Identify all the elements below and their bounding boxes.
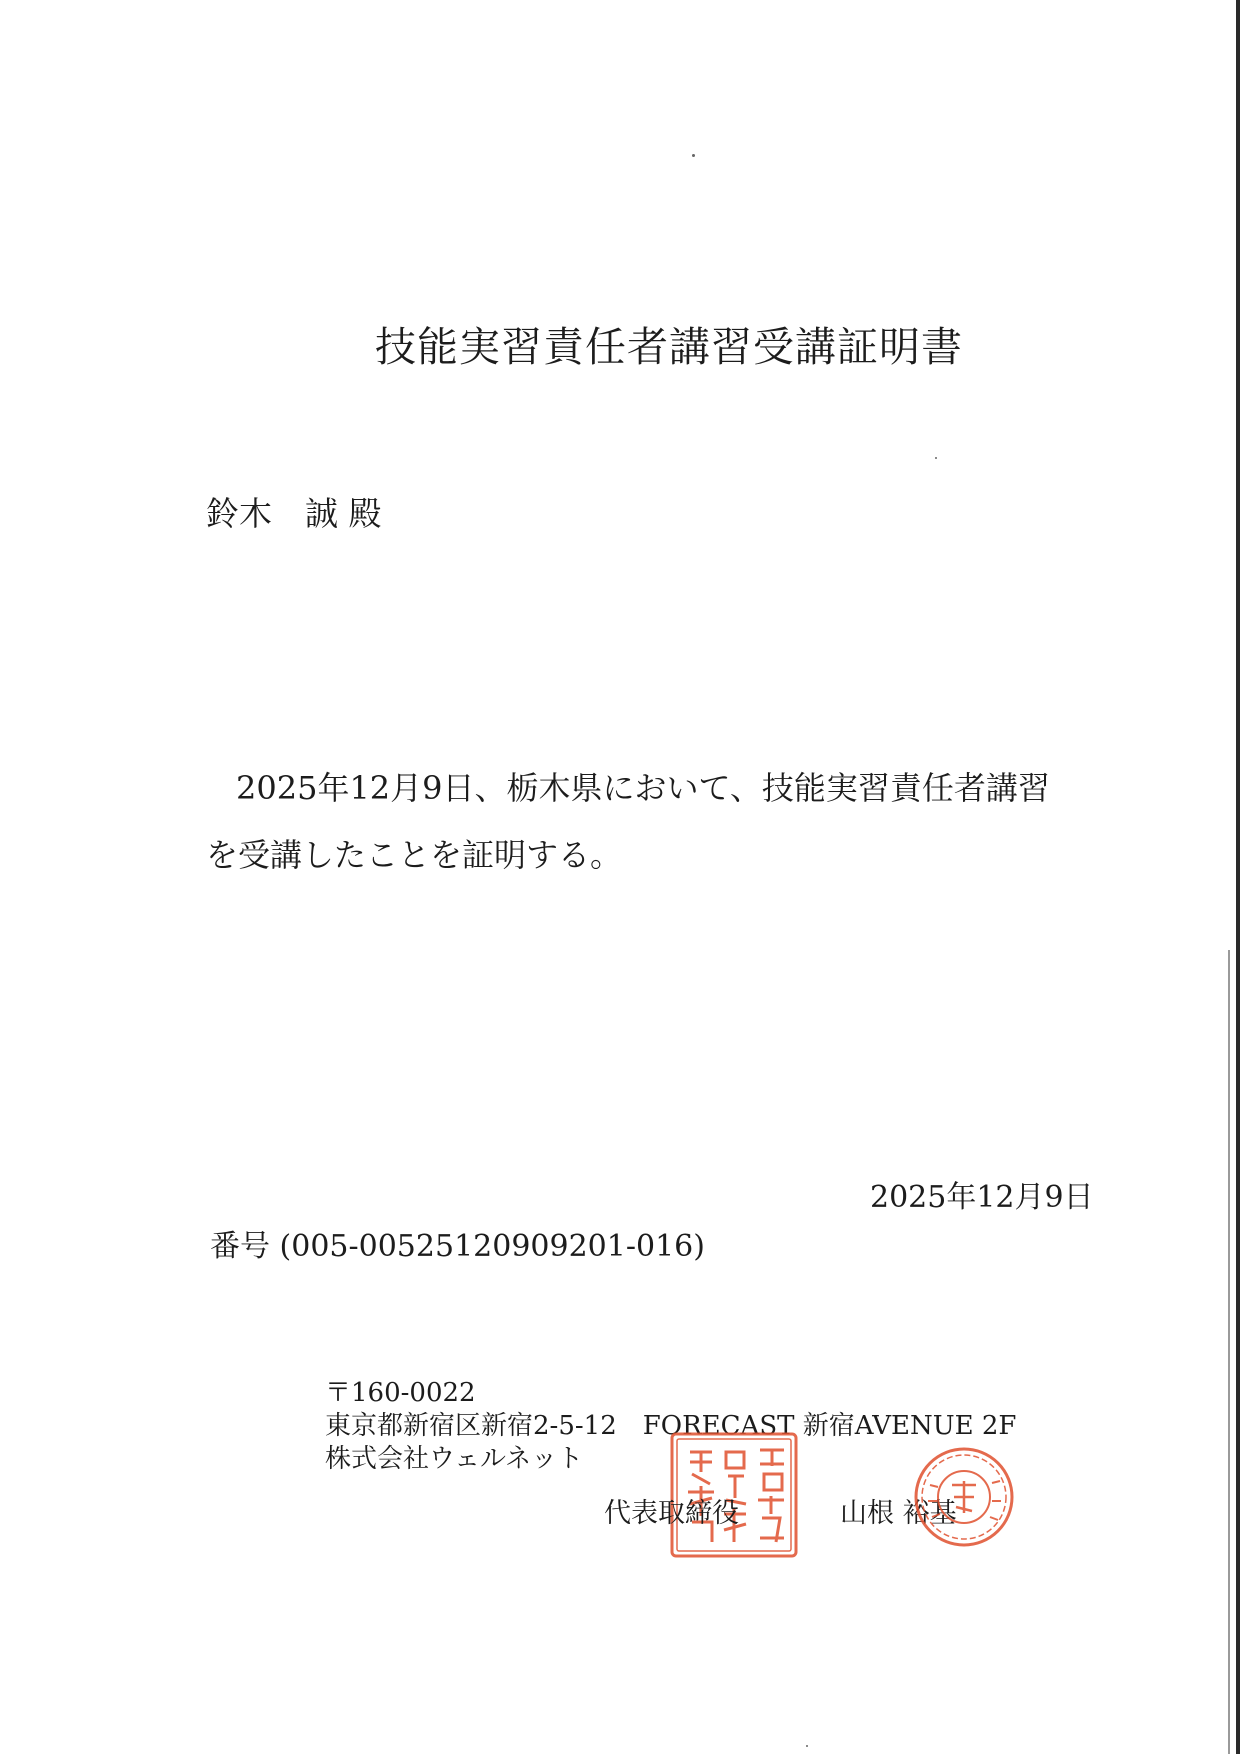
issuer-company: 株式会社ウェルネット bbox=[325, 1444, 584, 1474]
postal-code: 〒160-0022 bbox=[325, 1378, 476, 1408]
representative-seal-icon bbox=[912, 1445, 1016, 1549]
recipient-name: 鈴木 誠 殿 bbox=[206, 494, 382, 533]
issue-date: 2025年12月9日 bbox=[870, 1180, 1094, 1215]
scan-edge-shadow bbox=[1228, 950, 1230, 1754]
scan-speck bbox=[692, 154, 695, 157]
certificate-body bbox=[206, 755, 1076, 889]
body-line-2: を受講したことを証明する。 bbox=[206, 836, 623, 874]
certificate-title: 技能実習責任者講習受講証明書 bbox=[375, 323, 963, 371]
scan-speck bbox=[935, 457, 937, 459]
scan-speck bbox=[806, 1745, 808, 1747]
body-line-1: 2025年12月9日、栃木県において、技能実習責任者講習 bbox=[236, 769, 1050, 807]
representative-name: 山根 裕基 bbox=[840, 1498, 957, 1529]
certificate-number: 番号 (005-00525120909201-016) bbox=[210, 1229, 705, 1264]
scan-edge bbox=[1236, 0, 1240, 1754]
representative-title: 代表取締役 bbox=[604, 1498, 739, 1529]
issuer-address: 東京都新宿区新宿2-5-12 FORECAST 新宿AVENUE 2F bbox=[325, 1411, 1017, 1441]
